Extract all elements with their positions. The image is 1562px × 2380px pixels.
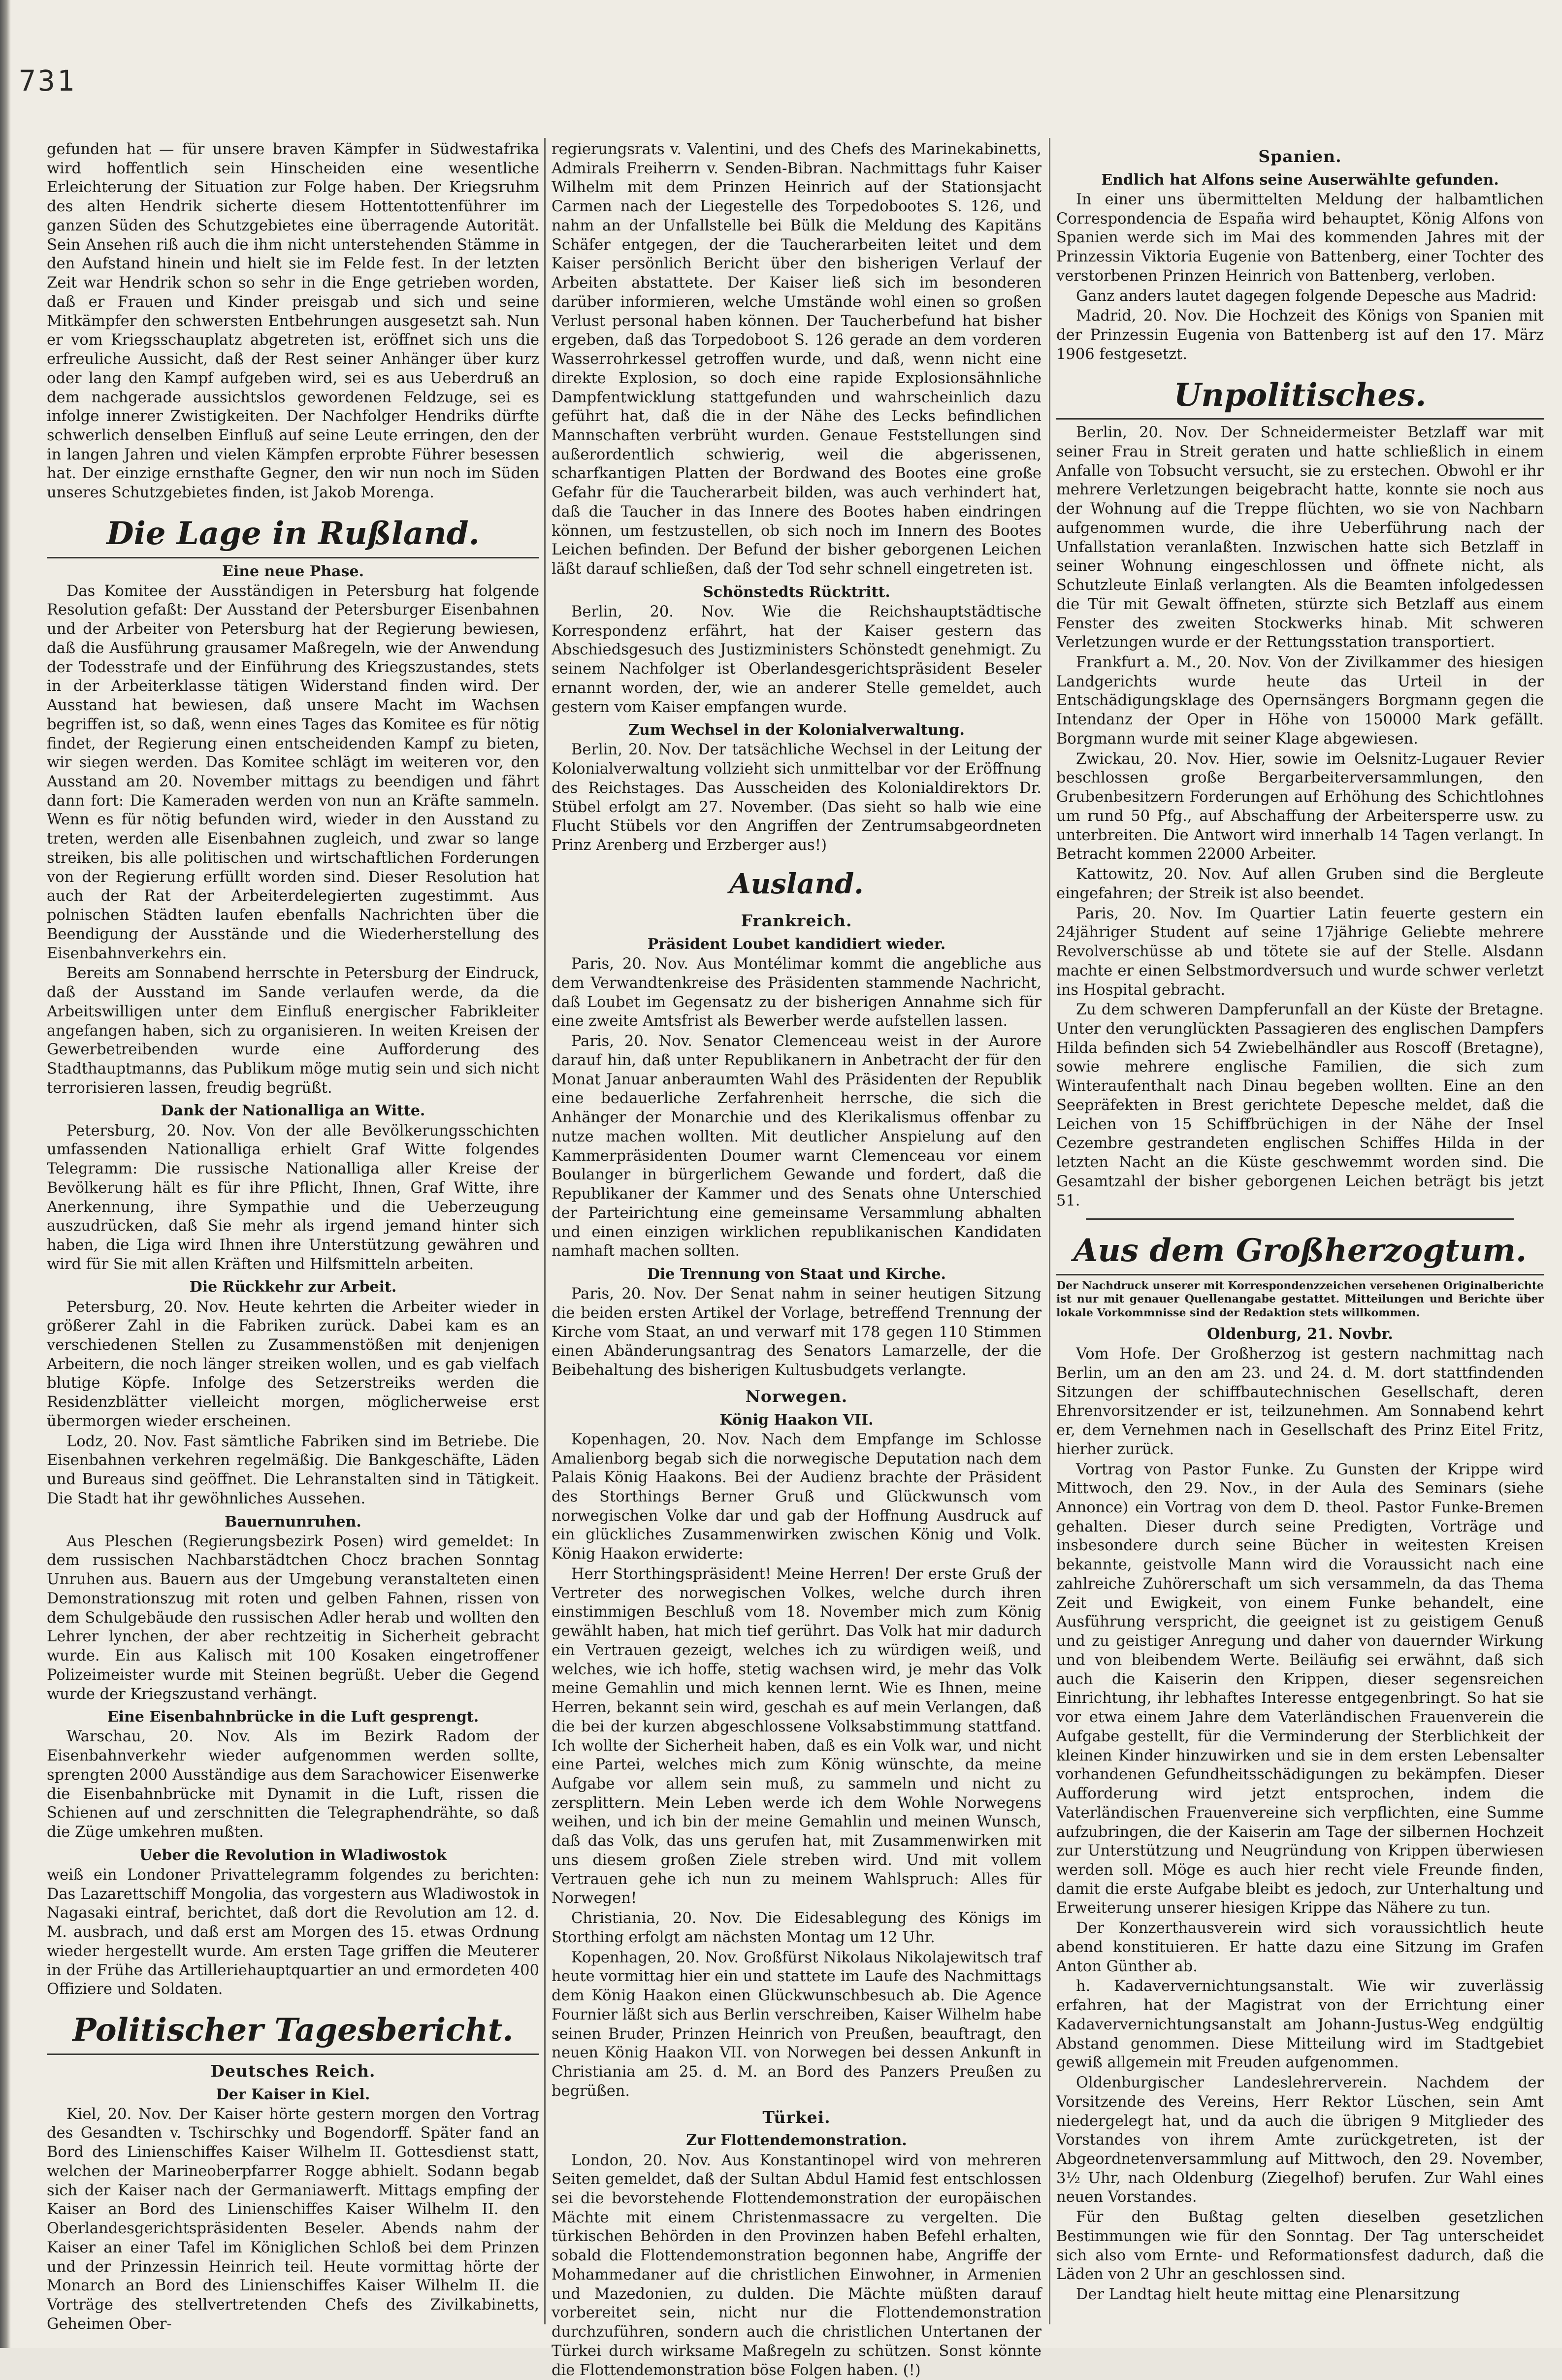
subheading: Ueber die Revolution in Wladiwostok <box>47 1846 539 1865</box>
article-paragraph: h. Kadaververnichtungsanstalt. Wie wir zuverlässig erfahren, hat der Magistrat von der Errichtung einer Kadaververnichtungsanstalt am Johann-Justus-Weg endgültig Abstand genommen. Diese Mitteilung wird im Stadtgebiet gewiß allgemein mit Freuden aufgenommen. <box>1056 1977 1544 2073</box>
subheading: Türkei. <box>552 2107 1041 2128</box>
article-paragraph: weiß ein Londoner Privattelegramm folgendes zu berichten: Das Lazarettschiff Mongolia, das vorgestern aus Wladiwostok in Nagasaki eintraf, berichtet, daß dort die Revolution am 12. d. M. ausbrach, und daß erst am Morgen des 15. etwas Ordnung wieder hergestellt wurde. Am ersten Tage griffen die Meuterer in der Frühe das Artilleriehauptquartier an und ermordeten 400 Offiziere und Soldaten. <box>47 1866 539 1999</box>
article-paragraph: Lodz, 20. Nov. Fast sämtliche Fabriken sind im Betriebe. Die Eisenbahnen verkehren regelmäßig. Die Bankgeschäfte, Läden und Bureaus sind geöffnet. Die Lehranstalten sind in Tätigkeit. Die Stadt hat ihr gewöhnliches Aussehen. <box>47 1433 539 1509</box>
article-paragraph: Vortrag von Pastor Funke. Zu Gunsten der Krippe wird Mittwoch, den 29. Nov., in der Aula des Seminars (siehe Annonce) ein Vortrag von dem D. theol. Pastor Funke-Bremen gehalten. Dieser durch seine Predigten, Vorträge und insbesondere durch seine Bücher in weitesten Kreisen bekannte, geistvolle Mann wird die Voraussicht nach eine zahlreiche Zuhörerschaft um sich versammeln, da das Thema Zeit und Ewigkeit, von einem Funke behandelt, eine Ausführung verspricht, die geeignet ist zu geistigem Genuß und zu geistiger Anregung und daher von dauernder Wirkung und von bleibendem Werte. Beiläufig sei erwähnt, daß sich auch die Kaiserin den Krippen, dieser segensreichen Einrichtung, ihr lebhaftes Interesse entgegenbringt. So hat sie vor etwa einem Jahre dem Vaterländischen Frauenverein die Aufgabe gestellt, für die Verminderung der Sterblichkeit der kleinen Kinder hinzuwirken und sie in dem ersten Lebensalter vorhandenen Gefundheitsschädigungen zu bekämpfen. Dieser Aufforderung wird jetzt entsprochen, indem die Vaterländischen Frauenvereine sich verpflichten, eine Summe aufzubringen, die der Kaiserin am Tage der silbernen Hochzeit zur Unterstützung und Neugründung von Krippen überwiesen werden soll. Möge es auch hier recht viele Freunde finden, damit die erste Aufgabe bleibt es jedoch, zur Unterhaltung und Erweiterung unserer hiesigen Krippe das Nähere zu tun. <box>1056 1461 1544 1919</box>
section-heading-russia: Die Lage in Rußland. <box>47 516 539 558</box>
column-1 <box>47 140 539 2332</box>
article-paragraph: Herr Storthingspräsident! Meine Herren! Der erste Gruß der Vertreter des norwegischen Volkes, welche durch ihren einstimmigen Beschluß vom 18. November mich zum König gewählt haben, hat mich tief gerührt. Das Volk hat mir dadurch ein Vertrauen gezeigt, welches ich zu würdigen weiß, und welches, wie ich hoffe, stetig wachsen wird, je mehr das Volk meine Gemahlin und mich kennen lernt. Wie es Ihnen, meine Herren, bekannt sein wird, geschah es auf mein Verlangen, daß die bei der kurzen abgeschlossene Volksabstimmung stattfand. Ich wollte der Sicherheit haben, daß es ein Volk war, und nicht eine Partei, welches mich zum König wünschte, da meine Aufgabe vor allem sein muß, zu sammeln und nicht zu zersplittern. Mein Leben werde ich dem Wohle Norwegens weihen, und ich bin der meine Gemahlin und meinen Wunsch, daß das Volk, das uns gerufen hat, mit Zusammenwirken mit uns diesem großen Ziele streben wird. Und mit vollem Vertrauen gehe ich nun zu meinem Wahlspruch: Alles für Norwegen! <box>552 1565 1041 1908</box>
article-paragraph: regierungsrats v. Valentini, und des Chefs des Marinekabinetts, Admirals Freiherrn v. Senden-Bibran. Nachmittags fuhr Kaiser Wilhelm mit dem Prinzen Heinrich auf der Stationsjacht Carmen nach der Liegestelle des Torpedobootes S. 126, und nahm an der Unfallstelle bei Bülk die Meldung des Kapitäns Schäfer entgegen, der die Taucherarbeiten leitet und dem Kaiser persönlich Bericht über den bisherigen Verlauf der Arbeiten abstattete. Der Kaiser ließ sich im besonderen darüber informieren, welche Umstände wohl einen so großen Verlust personal haben können. Der Taucherbefund hat bisher ergeben, daß das Torpedoboot S. 126 gerade an dem vorderen Wasserrohrkessel getroffen wurde, und daß, wenn nicht eine direkte Explosion, so doch eine rapide Explosionsähnliche Dampfentwicklung stattgefunden und wahrscheinlich dazu geführt hat, daß die in der Nähe des Lecks befindlichen Mannschaften verbrüht wurden. Genaue Feststellungen sind außerordentlich schwierig, weil die abgerissenen, scharfkantigen Platten der Bordwand des Bootes eine große Gefahr für die Taucherarbeit bilden, was auch verhindert hat, daß die Taucher in das Innere des Bootes haben eindringen können, um festzustellen, ob sich noch im Innern des Bootes Leichen befinden. Der Befund der bisher geborgenen Leichen läßt darauf schließen, daß der Tod sehr schnell eingetreten ist. <box>552 140 1041 579</box>
subheading: Frankreich. <box>552 911 1041 931</box>
article-paragraph: Zu dem schweren Dampferunfall an der Küste der Bretagne. Unter den verunglückten Passagieren des englischen Dampfers Hilda befinden sich 54 Zwiebelhändler aus Roscoff (Bretagne), sowie mehrere englische Familien, die sich zum Winteraufenthalt nach Dinau begeben wollten. Eine an den Seepräfekten in Brest gerichtete Depesche meldet, daß die Leichen von 15 Schiffbrüchigen in der Nähe der Insel Cezembre gestrandeten englischen Schiffes Hilda in der letzten Nacht an die Küste geschwemmt worden sind. Die Gesamtzahl der bisher geborgenen Leichen beträgt bis jetzt 51. <box>1056 1001 1544 1210</box>
column-rule <box>1049 138 1050 2324</box>
article-paragraph: Paris, 20. Nov. Der Senat nahm in seiner heutigen Sitzung die beiden ersten Artikel der Vorlage, betreffend Trennung der Kirche vom Staat, an und verwarf mit 178 gegen 110 Stimmen einen Abänderungsantrag des Senators Lamarzelle, der die Beibehaltung des bisherigen Kultusbudgets verlangte. <box>552 1285 1041 1380</box>
article-paragraph: Petersburg, 20. Nov. Heute kehrten die Arbeiter wieder in größerer Zahl in die Fabriken zurück. Dabei kam es an verschiedenen Stellen zu Zusammenstößen mit denjenigen Arbeitern, die noch länger streiken wollen, und es gab vielfach blutige Köpfe. Infolge des Setzerstreiks werden die Residenzblätter vielleicht morgen, möglicherweise erst übermorgen wieder erscheinen. <box>47 1298 539 1432</box>
subheading: Eine neue Phase. <box>47 562 539 581</box>
article-paragraph: In einer uns übermittelten Meldung der halbamtlichen Correspondencia de España wird behauptet, König Alfons von Spanien werde sich im Mai des kommenden Jahres mit der Prinzessin Viktoria Eugenie von Battenberg, einer Tochter des verstorbenen Prinzen Heinrich von Battenberg, verloben. <box>1056 191 1544 286</box>
subheading: Spanien. <box>1056 146 1544 167</box>
dateline: Oldenburg, 21. Novbr. <box>1056 1325 1544 1344</box>
article-paragraph: Kopenhagen, 20. Nov. Nach dem Empfange im Schlosse Amalienborg begab sich die norwegische Deputation nach dem Palais König Haakons. Bei der Audienz brachte der Präsident des Storthings Berner Gruß und Glückwunsch vom norwegischen Volke dar und gab der Hoffnung Ausdruck auf ein glückliches Zusammenwirken zwischen König und Volk. König Haakon erwiderte: <box>552 1431 1041 1564</box>
article-paragraph: Kattowitz, 20. Nov. Auf allen Gruben sind die Bergleute eingefahren; der Streik ist also beendet. <box>1056 865 1544 903</box>
article-paragraph: Paris, 20. Nov. Im Quartier Latin feuerte gestern ein 24jähriger Student auf seine 17jährige Geliebte mehrere Revolverschüsse ab und tötete sie auf der Stelle. Alsdann machte er einen Selbstmordversuch und wurde schwer verletzt ins Hospital gebracht. <box>1056 905 1544 1000</box>
article-paragraph: Petersburg, 20. Nov. Von der alle Bevölkerungsschichten umfassenden Nationalliga erhielt Graf Witte folgendes Telegramm: Die russische Nationalliga aller Kreise der Bevölkerung hält es für ihre Pflicht, Ihnen, Graf Witte, ihre Anerkennung, ihre Sympathie und die Ueberzeugung auszudrücken, daß Sie mehr als irgend jemand hinter sich haben, die Liga wird Ihnen ihre Unterstützung gewähren und wird für Sie mit allen Kräften und Hilfsmitteln arbeiten. <box>47 1122 539 1274</box>
article-paragraph: Das Komitee der Ausständigen in Petersburg hat folgende Resolution gefaßt: Der Ausstand der Petersburger Eisenbahnen und der Arbeiter von Petersburg hat der Regierung bewiesen, daß die Ausführung grausamer Maßregeln, wie der Anwendung der Todesstrafe und der Einführung des Kriegszustandes, stets in der Arbeiterklasse tätigen Widerstand finden wird. Der Ausstand hat bewiesen, daß unsere Macht im Wachsen begriffen ist, so daß, wenn eines Tages das Komitee es für nötig findet, der Regierung einen entscheidenden Kampf zu bieten, wir siegen werden. Das Komitee schlägt im weiteren vor, den Ausstand am 20. November mittags zu beendigen und fährt dann fort: Die Kameraden werden von nun an Kräfte sammeln. Wenn es für nötig befunden wird, wieder in den Ausstand zu treten, werden alle Eisenbahnen zugleich, und zwar so lange streiken, bis alle politischen und wirtschaftlichen Forderungen von der Regierung erfüllt worden sind. Dieser Resolution hat auch der Rat der Arbeiterdelegierten zugestimmt. Aus polnischen Städten laufen ebenfalls Nachrichten über die Beendigung der Ausstände und die Wiederherstellung des Eisenbahnverkehrs ein. <box>47 582 539 964</box>
article-paragraph: Aus Pleschen (Regierungsbezirk Posen) wird gemeldet: In dem russischen Nachbarstädtchen Chocz brachen Sonntag Unruhen aus. Bauern aus der Umgebung veranstalteten einen Demonstrationszug mit roten und gelben Fahnen, rissen von dem Schulgebäude den russischen Adler herab und wollten den Lehrer lynchen, der aber rechtzeitig in Sicherheit gebracht wurde. Ein aus Kalisch mit 100 Kosaken eingetroffener Polizeimeister wurde mit Steinen begrüßt. Ueber die Gegend wurde der Kriegszustand verhängt. <box>47 1532 539 1704</box>
column-rule <box>544 138 546 2324</box>
section-heading-abroad: Ausland. <box>552 868 1041 905</box>
column-2 <box>552 140 1041 2332</box>
article-paragraph: Paris, 20. Nov. Aus Montélimar kommt die angebliche aus dem Verwandtenkreise des Präsidenten stammende Nachricht, daß Loubet im Gegensatz zu der bisherigen Annahme sich für eine zweite Amtsfrist als Bewerber werde aufstellen lassen. <box>552 955 1041 1031</box>
article-paragraph: Frankfurt a. M., 20. Nov. Von der Zivilkammer des hiesigen Landgerichts wurde heute das Urteil in der Entschädigungsklage des Opernsängers Borgmann gegen die Intendanz der Oper in Höhe von 150000 Mark gefällt. Borgmann wurde mit seiner Klage abgewiesen. <box>1056 653 1544 749</box>
article-paragraph: London, 20. Nov. Aus Konstantinopel wird von mehreren Seiten gemeldet, daß der Sultan Abdul Hamid fest entschlossen sei die bevorstehende Flottendemonstration der europäischen Mächte mit einem Christenmassacre zu vergelten. Die türkischen Behörden in den Provinzen haben Befehl erhalten, sobald die Flottendemonstration begonnen habe, Angriffe der Mohammedaner auf die christlichen Einwohner, in Armenien und Mazedonien, zu dulden. Die Mächte müßten darauf vorbereitet sein, nicht nur die Flottendemonstration durchzuführen, sondern auch die christlichen Untertanen der Türkei durch wirksame Maßregeln zu schützen. Sonst könnte die Flottendemonstration böse Folgen haben. (!) <box>552 2152 1041 2380</box>
article-paragraph: Kiel, 20. Nov. Der Kaiser hörte gestern morgen den Vortrag des Gesandten v. Tschirschky und Bogendorff. Später fand an Bord des Linienschiffes Kaiser Wilhelm II. Gottesdienst statt, welchen der Marineoberpfarrer Rogge abhielt. Sodann begab sich der Kaiser nach der Germaniawerft. Mittags empfing der Kaiser an Bord des Linienschiffes Kaiser Wilhelm II. den Oberlandesgerichtspräsidenten Beseler. Abends nahm der Kaiser an einer Tafel im Königlichen Schloß bei dem Prinzen und der Prinzessin Heinrich teil. Heute vormittag hörte der Monarch an Bord des Linienschiffes Kaiser Wilhelm II. die Vorträge des stellvertretenden Chefs des Zivilkabinetts, Geheimen Ober- <box>47 2105 539 2334</box>
article-paragraph: Paris, 20. Nov. Senator Clemenceau weist in der Aurore darauf hin, daß unter Republikanern in Anbetracht der für den Monat Januar anberaumten Wahl des Präsidenten der Republik eine bedauerliche Zerfahrenheit herrsche, die sich die Anhänger der Monarchie und des Klerikalismus offenbar zu nutze machen wollten. Mit deutlicher Anspielung auf den Kammerpräsidenten Doumer warnt Clemenceau vor einem Boulanger in bürgerlichem Gewande und fordert, daß die Republikaner der Kammer und des Senats ohne Unterschied der Parteirichtung eine gemeinsame Versammlung abhalten und einen einzigen wirklichen republikanischen Kandidaten namhaft machen sollten. <box>552 1032 1041 1261</box>
article-paragraph: Vom Hofe. Der Großherzog ist gestern nachmittag nach Berlin, um an den am 23. und 24. d. M. dort stattfindenden Sitzungen der schiffbautechnischen Gesellschaft, deren Ehrenvorsitzender er ist, teilzunehmen. Am Sonnabend kehrt er, dem Vernehmen nach in Gesellschaft des Prinz Eitel Fritz, hierher zurück. <box>1056 1345 1544 1459</box>
subheading: König Haakon VII. <box>552 1411 1041 1430</box>
subheading: Präsident Loubet kandidiert wieder. <box>552 935 1041 954</box>
article-paragraph: Berlin, 20. Nov. Der tatsächliche Wechsel in der Leitung der Kolonialverwaltung vollzieht sich unmittelbar vor der Eröffnung des Reichstages. Das Ausscheiden des Kolonialdirektors Dr. Stübel erfolgt am 27. November. (Das sieht so halb wie eine Flucht Stübels vor den Angriffen der Zentrumsabgeordneten Prinz Arenberg und Erzberger aus!) <box>552 741 1041 855</box>
column-3 <box>1056 140 1544 2332</box>
subheading: Norwegen. <box>552 1386 1041 1407</box>
article-paragraph: Bereits am Sonnabend herrschte in Petersburg der Eindruck, daß der Ausstand im Sande verlaufen werde, da die Arbeitswilligen unter dem Einfluß energischer Fabrikleiter angefangen haben, sich zu organisieren. In weiten Kreisen der Gewerbetreibenden wurde eine Aufforderung des Stadthauptmanns, das Publikum möge mutig sein und sich nicht terrorisieren lassen, freudig begrüßt. <box>47 964 539 1098</box>
section-divider <box>1086 1218 1514 1220</box>
section-heading-politics: Politischer Tagesbericht. <box>47 2012 539 2055</box>
article-paragraph: Der Konzerthausverein wird sich voraussichtlich heute abend konstituieren. Er hatte dazu eine Sitzung im Grafen Anton Günther ab. <box>1056 1919 1544 1976</box>
subheading: Dank der Nationalliga an Witte. <box>47 1102 539 1120</box>
article-paragraph: Berlin, 20. Nov. Der Schneidermeister Betzlaff war mit seiner Frau in Streit geraten und hatte schließlich in einem Anfalle von Tobsucht versucht, sie zu erstechen. Obwohl er ihr mehrere Verletzungen beigebracht hatte, konnte sie noch aus der Wohnung auf die Treppe flüchten, wo sie von Nachbarn aufgenommen wurde, die ihre Ueberführung nach der Unfallstation veranlaßten. Inzwischen hatte sich Betzlaff in seiner Wohnung eingeschlossen und öffnete nicht, als Schutzleute Einlaß verlangten. Als die Beamten infolgedessen die Tür mit Gewalt öffneten, stürzte sich Betzlaff aus einem Fenster des zweiten Stockwerks hinab. Mit schweren Verletzungen wurde er der Rettungsstation transportiert. <box>1056 424 1544 652</box>
article-paragraph: Christiania, 20. Nov. Die Eidesablegung des Königs im Storthing erfolgt am nächsten Montag um 12 Uhr. <box>552 1909 1041 1947</box>
subheading: Endlich hat Alfons seine Auserwählte gefunden. <box>1056 171 1544 190</box>
article-paragraph: Ganz anders lautet dagegen folgende Depesche aus Madrid: <box>1056 287 1544 306</box>
reprint-notice: Der Nachdruck unserer mit Korrespondenzzeichen versehenen Originalberichte ist nur mit genauer Quellenangabe gestattet. Mitteilungen und Berichte über lokale Vorkommnisse sind der Redaktion stets willkommen. <box>1056 1279 1544 1320</box>
subheading: Die Rückkehr zur Arbeit. <box>47 1278 539 1297</box>
subheading: Eine Eisenbahnbrücke in die Luft gesprengt. <box>47 1708 539 1727</box>
article-paragraph: Kopenhagen, 20. Nov. Großfürst Nikolaus Nikolajewitsch traf heute vormittag hier ein und stattete im Laufe des Nachmittags dem König Haakon einen Glückwunschbesuch ab. Die Agence Fournier läßt sich aus Berlin verschreiben, Kaiser Wilhelm habe seinen Bruder, Prinzen Heinrich von Preußen, beauftragt, den neuen König Haakon VII. von Norwegen bei dessen Ankunft in Christiania am 25. d. M. an Bord des Panzers Preußen zu begrüßen. <box>552 1949 1041 2101</box>
article-paragraph: Warschau, 20. Nov. Als im Bezirk Radom der Eisenbahnverkehr wieder aufgenommen werden sollte, sprengten 2000 Ausständige aus dem Sarachowicer Eisenwerke die Eisenbahnbrücke mit Dynamit in die Luft, rissen die Schienen auf und zerschnitten die Telegraphendrähte, so daß die Züge umkehren mußten. <box>47 1728 539 1842</box>
subheading: Deutsches Reich. <box>47 2061 539 2082</box>
article-paragraph: gefunden hat — für unsere braven Kämpfer in Südwestafrika wird hoffentlich sein Hinscheiden eine wesentliche Erleichterung der Situation zur Folge haben. Der Kriegsruhm des alten Hendrik sicherte diesem Hottentottenführer im ganzen Süden des Schutzgebietes eine überragende Autorität. Sein Ansehen riß auch die ihm nicht unterstehenden Stämme in den Aufstand hinein und hielt sie im Felde fest. In der letzten Zeit war Hendrik schon so sehr in die Enge getrieben worden, daß er Frauen und Kinder preisgab und sich und seine Mitkämpfer den schwersten Entbehrungen ausgesetzt sah. Nun er vom Kriegsschauplatz abgetreten ist, eröffnet sich uns die erfreuliche Aussicht, daß der Rest seiner Anhänger über kurz oder lang den Kampf aufgeben wird, sei es aus Ueberdruß an dem nachgerade aussichtslos gewordenen Feldzuge, sei es infolge innerer Zwistigkeiten. Der Nachfolger Hendriks dürfte schwerlich denselben Einfluß auf seine Leute erringen, den der in langen Jahren und vielen Kämpfen erprobte Führer besessen hat. Der einzige ernsthafte Gegner, den wir nun noch im Süden unseres Schutzgebietes finden, ist Jakob Morenga. <box>47 140 539 503</box>
article-paragraph: Oldenburgischer Landeslehrerverein. Nachdem der Vorsitzende des Vereins, Herr Rektor Lüschen, sein Amt niedergelegt hat, und da auch die übrigen 9 Mitglieder des Vorstandes von ihrem Amte zurückgetreten, ist der Abgeordnetenversammlung auf Mittwoch, den 29. November, 3½ Uhr, nach Oldenburg (Ziegelhof) berufen. Zur Wahl eines neuen Vorstandes. <box>1056 2074 1544 2207</box>
subheading: Die Trennung von Staat und Kirche. <box>552 1265 1041 1284</box>
section-heading-unpolitical: Unpolitisches. <box>1056 377 1544 420</box>
subheading: Zur Flottendemonstration. <box>552 2131 1041 2150</box>
article-paragraph: Madrid, 20. Nov. Die Hochzeit des Königs von Spanien mit der Prinzessin Eugenia von Battenberg ist auf den 17. März 1906 festgesetzt. <box>1056 307 1544 364</box>
subheading: Zum Wechsel in der Kolonialverwaltung. <box>552 721 1041 740</box>
section-heading-grand-duchy: Aus dem Großherzogtum. <box>1056 1233 1544 1275</box>
article-paragraph: Berlin, 20. Nov. Wie die Reichshauptstädtische Korrespondenz erfährt, hat der Kaiser gestern das Abschiedsgesuch des Justizministers Schönstedt genehmigt. Zu seinem Nachfolger ist Oberlandesgerichtspräsident Beseler ernannt worden, der, wie an anderer Stelle gemeldet, auch gestern vom Kaiser empfangen wurde. <box>552 603 1041 717</box>
subheading: Bauernunruhen. <box>47 1513 539 1532</box>
article-paragraph: Zwickau, 20. Nov. Hier, sowie im Oelsnitz-Lugauer Revier beschlossen große Bergarbeiterversammlungen, den Grubenbesitzern Forderungen auf Erhöhung des Schichtlohnes um rund 50 Pfg., auf Abschaffung der Arbeitersperre usw. zu unterbreiten. Die Antwort wird innerhalb 14 Tagen verlangt. In Betracht kommen 22000 Arbeiter. <box>1056 750 1544 864</box>
page-number: 731 <box>19 64 76 98</box>
article-paragraph: Für den Bußtag gelten dieselben gesetzlichen Bestimmungen wie für den Sonntag. Der Tag unterscheidet sich also vom Ernte- und Reformationsfest dadurch, daß die Läden von 2 Uhr an geschlossen sind. <box>1056 2208 1544 2284</box>
page-binding-edge <box>0 0 11 2348</box>
article-paragraph: Der Landtag hielt heute mittag eine Plenarsitzung <box>1056 2285 1544 2305</box>
subheading: Schönstedts Rücktritt. <box>552 583 1041 602</box>
subheading: Der Kaiser in Kiel. <box>47 2086 539 2104</box>
